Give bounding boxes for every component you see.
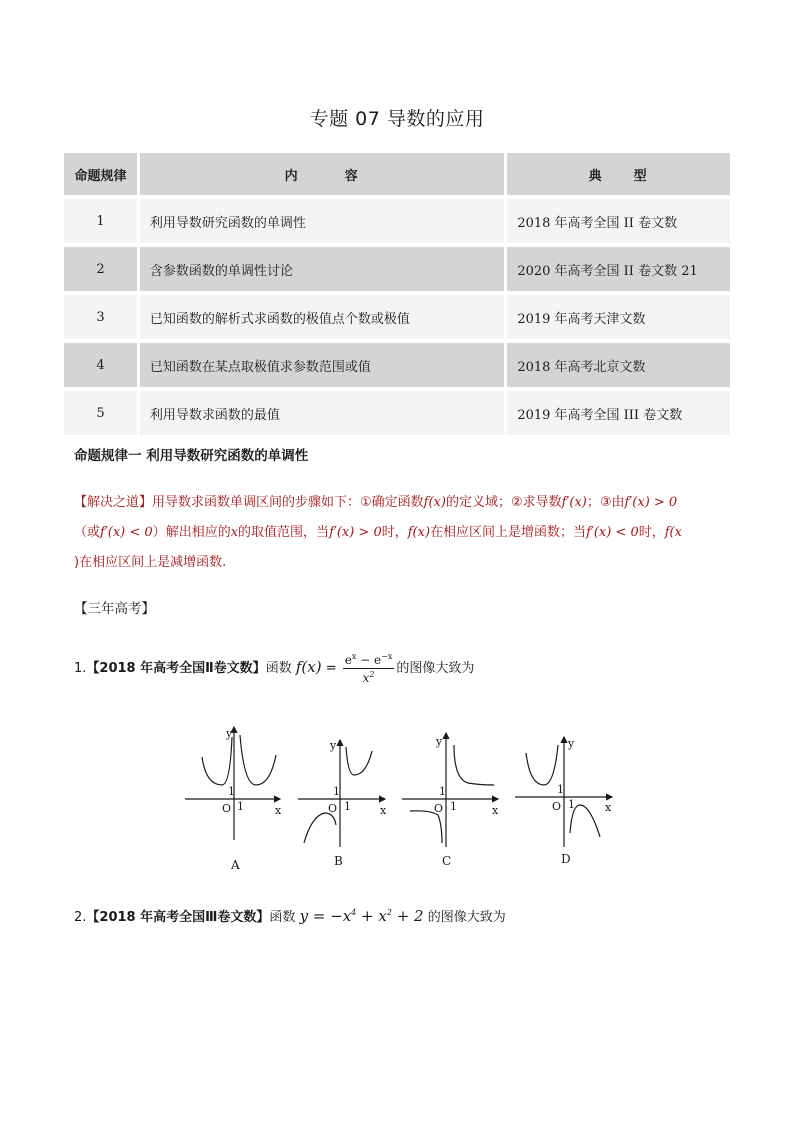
table-row	[64, 247, 730, 291]
page-title: 专题 07 导数的应用	[309, 108, 485, 130]
fraction	[343, 652, 395, 685]
math-x: x	[230, 525, 239, 540]
method-text: 在相应区间上是增函数；当	[430, 525, 587, 540]
question-text: 函数	[269, 910, 296, 925]
math-fx: f(x)	[407, 525, 431, 540]
math-cond: f′(x) > 0	[329, 525, 382, 540]
option-label-b: B	[334, 854, 343, 868]
math-fpx: f′(x)	[561, 495, 587, 510]
row-content: 含参数函数的单调性讨论	[140, 247, 507, 291]
tick-label-1: 1	[228, 785, 235, 798]
question-text: 函数	[265, 661, 292, 676]
option-label-c: C	[442, 854, 452, 868]
method-label: 【解决之道】	[74, 495, 153, 510]
math-func: f	[295, 658, 302, 676]
tick-label-1: 1	[557, 783, 564, 796]
tick-label-1: 1	[344, 800, 351, 813]
num-minus: − e	[356, 653, 382, 667]
tick-label-1: 1	[333, 785, 340, 798]
sup: 4	[351, 908, 357, 917]
row-content: 已知函数的解析式求函数的极值点个数或极值	[140, 295, 507, 339]
header-example: 典 型	[507, 153, 730, 195]
question-text: 的图像大致为	[427, 910, 506, 925]
question-number: 2.	[74, 910, 87, 925]
row-content: 已知函数在某点取极值求参数范围或值	[140, 343, 507, 387]
math-cond: f′(x) < 0	[586, 525, 639, 540]
method-paragraph	[74, 488, 734, 578]
method-text: 用导数求函数单调区间的步骤如下：①确定函数	[152, 495, 424, 510]
row-number: 3	[64, 295, 140, 339]
answer-graphs	[180, 715, 620, 875]
method-text: 的定义域；②求导数	[445, 495, 562, 510]
math-arg: (x)	[301, 658, 322, 676]
question-1	[74, 652, 474, 685]
origin-label: O	[328, 802, 338, 815]
expr-part: + 2	[391, 907, 424, 925]
expr-part: y = −x	[299, 907, 352, 925]
row-number: 1	[64, 199, 140, 243]
fraction-numerator	[343, 652, 395, 669]
row-number: 4	[64, 343, 140, 387]
row-example: 2020 年高考全国 II 卷文数 21	[507, 247, 730, 291]
fraction-denominator	[343, 669, 395, 685]
math-fx: f(x	[664, 525, 682, 540]
graph-c	[402, 733, 498, 847]
row-content: 利用导数求函数的最值	[140, 391, 507, 435]
section-title: 命题规律一 利用导数研究函数的单调性	[74, 448, 309, 464]
row-number: 2	[64, 247, 140, 291]
den-x: x	[362, 671, 370, 685]
axis-label-y: y	[436, 735, 443, 748]
header-rule: 命题规律	[64, 153, 140, 195]
math-cond: f′(x) < 0	[100, 525, 153, 540]
origin-label: O	[222, 802, 232, 815]
expr-part: + x	[356, 907, 387, 925]
math-fx: f(x)	[423, 495, 446, 510]
axis-label-x: x	[492, 804, 499, 817]
row-example: 2019 年高考全国 III 卷文数	[507, 391, 730, 435]
table-row	[64, 343, 730, 387]
table-row	[64, 295, 730, 339]
sup: 2	[369, 670, 375, 679]
option-label-d: D	[561, 852, 571, 866]
tick-label-1: 1	[450, 800, 457, 813]
question-text: 的图像大致为	[396, 661, 475, 676]
question-2	[74, 906, 506, 925]
method-text: 的取值范围，当	[238, 525, 330, 540]
question-source: 【2018 年高考全国Ⅲ卷文数】	[86, 910, 270, 925]
option-label-a: A	[231, 858, 240, 872]
table-row	[64, 199, 730, 243]
method-text: ；③由	[586, 495, 625, 510]
question-source: 【2018 年高考全国Ⅱ卷文数】	[86, 661, 266, 676]
method-text: （或	[74, 525, 101, 540]
section-tag: 【三年高考】	[74, 601, 155, 617]
method-text: 时，	[638, 525, 665, 540]
method-text: 时，	[381, 525, 408, 540]
axis-label-y: y	[226, 727, 233, 740]
row-content: 利用导数研究函数的单调性	[140, 199, 507, 243]
graph-b	[298, 740, 385, 847]
math-eq: =	[321, 661, 341, 676]
method-text: )在相应区间上是减增函数.	[74, 555, 227, 570]
table-row	[64, 391, 730, 435]
tick-label-1: 1	[237, 800, 244, 813]
axis-label-x: x	[275, 804, 282, 817]
axis-label-x: x	[380, 804, 387, 817]
row-example: 2018 年高考北京文数	[507, 343, 730, 387]
origin-label: O	[434, 802, 444, 815]
table-header-row	[64, 153, 730, 195]
num-e: e	[344, 653, 352, 667]
math-cond: f′(x) > 0	[624, 495, 678, 510]
row-number: 5	[64, 391, 140, 435]
row-example: 2019 年高考天津文数	[507, 295, 730, 339]
method-text: ）解出相应的	[152, 525, 231, 540]
axis-label-y: y	[568, 737, 575, 750]
axis-label-x: x	[605, 801, 612, 814]
axis-label-y: y	[330, 739, 337, 752]
tick-label-1: 1	[439, 785, 446, 798]
rules-table	[64, 149, 730, 439]
sup: 2	[386, 908, 392, 917]
tick-label-1: 1	[568, 798, 575, 811]
math-expr	[300, 907, 424, 925]
question-number: 1.	[74, 661, 87, 676]
sup: x	[351, 652, 357, 661]
sup: −x	[381, 652, 393, 661]
origin-label: O	[552, 800, 562, 813]
graph-a	[185, 727, 280, 840]
row-example: 2018 年高考全国 II 卷文数	[507, 199, 730, 243]
header-content: 内 容	[140, 153, 507, 195]
